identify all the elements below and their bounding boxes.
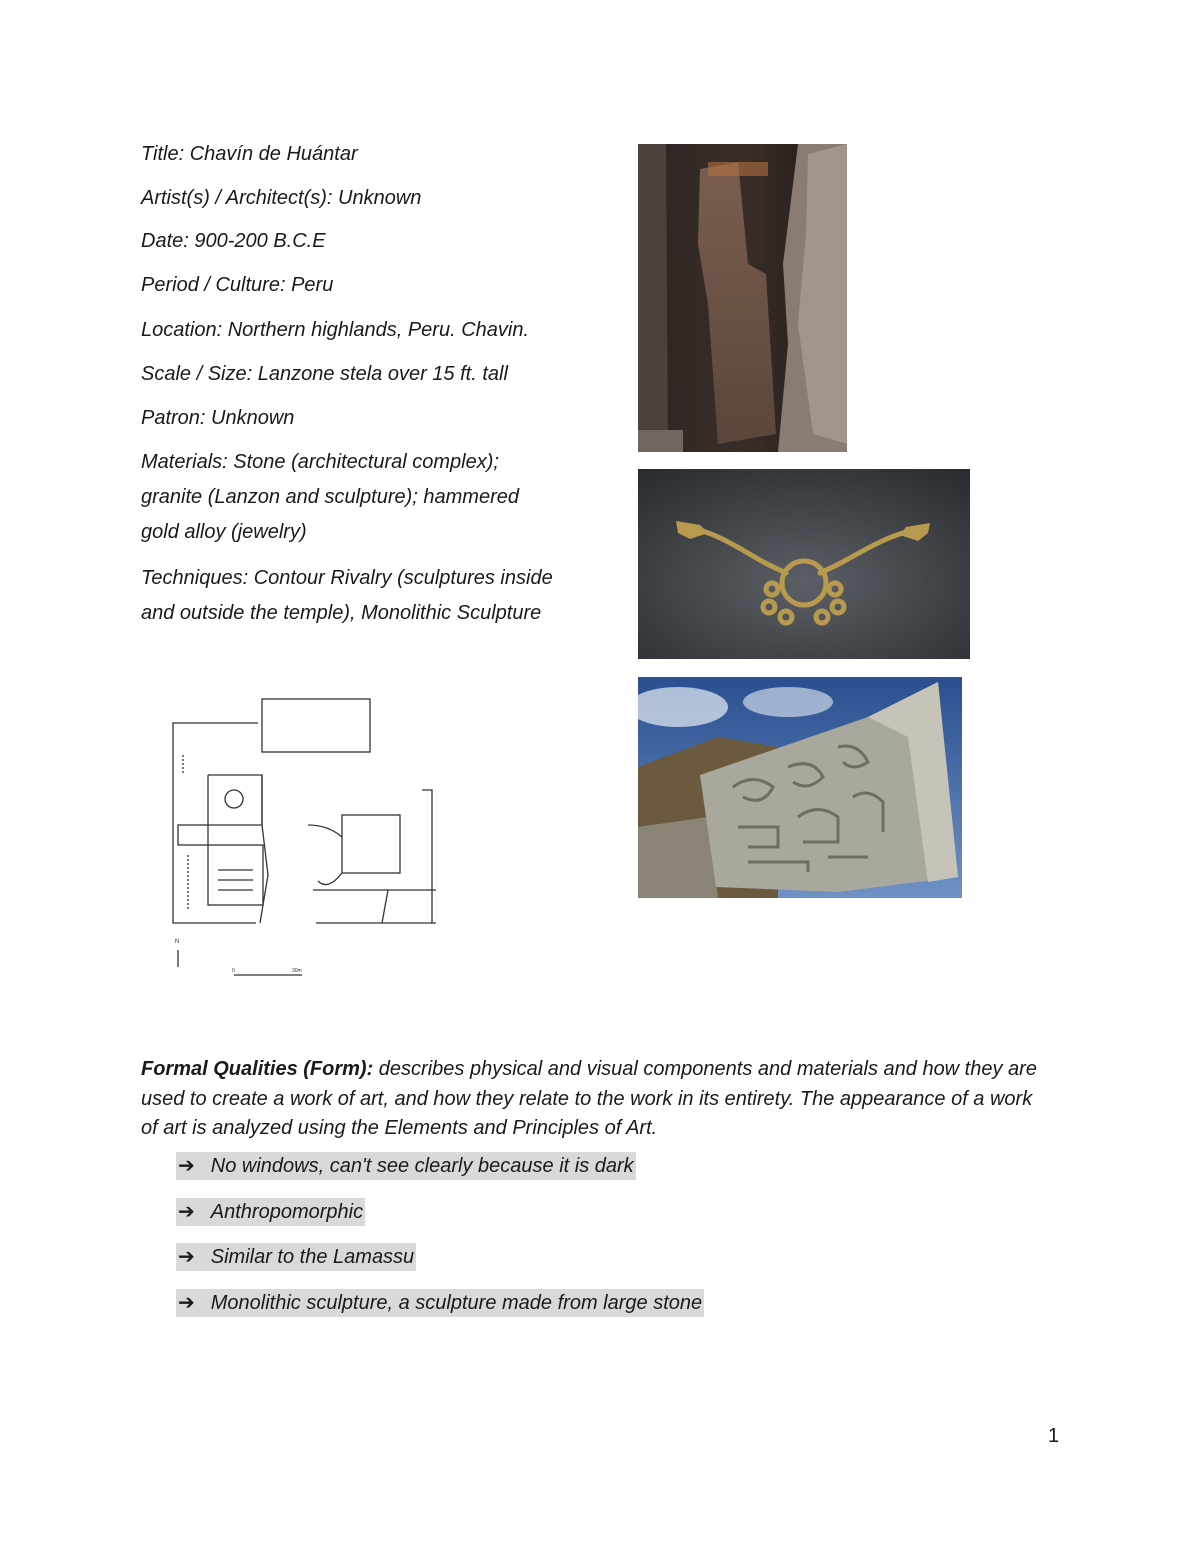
field-location: Location: Northern highlands, Peru. Chavin.	[141, 319, 530, 341]
field-artist: Artist(s) / Architect(s): Unknown	[141, 187, 422, 209]
page-number: 1	[1048, 1425, 1060, 1447]
bullet-item: ➔ Similar to the Lamassu	[176, 1243, 416, 1271]
site-plan-diagram	[168, 695, 444, 985]
gold-nose-ornament-photo	[638, 469, 970, 659]
plan-north-label: N	[175, 939, 180, 945]
formal-qualities-paragraph	[141, 1055, 1041, 1144]
plan-scale-end: 30m	[292, 968, 302, 974]
bullet-item: ➔ Anthropomorphic	[176, 1198, 365, 1226]
formal-qualities-heading: Formal Qualities (Form):	[141, 1058, 374, 1080]
field-scale: Scale / Size: Lanzone stela over 15 ft. tall	[141, 363, 508, 385]
field-date: Date: 900-200 B.C.E	[141, 230, 326, 252]
right-arrow-icon: ➔	[178, 1292, 195, 1314]
bullet-item: ➔ Monolithic sculpture, a sculpture made from large stone	[176, 1289, 704, 1317]
bullet-item: ➔ No windows, can't see clearly because it is dark	[176, 1152, 636, 1180]
carved-stone-photo	[638, 677, 962, 898]
lanzon-stela-photo	[638, 144, 847, 452]
field-materials: Materials: Stone (architectural complex); granite (Lanzon and sculpture); hammered gold alloy (jewelry)	[141, 451, 519, 543]
formal-qualities-text: describes physical and visual components and materials and how they are used to create a work of art, and how they relate to the work in its entirety. The appearance of a work of art is analyzed using the Elements and Principles of Art.	[141, 1058, 1037, 1139]
right-arrow-icon: ➔	[178, 1201, 195, 1223]
field-title: Title: Chavín de Huántar	[141, 143, 358, 165]
right-arrow-icon: ➔	[178, 1246, 195, 1268]
field-patron: Patron: Unknown	[141, 407, 295, 429]
plan-scale-start: 0	[232, 968, 235, 974]
field-period: Period / Culture: Peru	[141, 274, 334, 296]
right-arrow-icon: ➔	[178, 1155, 195, 1177]
field-techniques: Techniques: Contour Rivalry (sculptures inside and outside the temple), Monolithic Sculpture	[141, 567, 553, 624]
